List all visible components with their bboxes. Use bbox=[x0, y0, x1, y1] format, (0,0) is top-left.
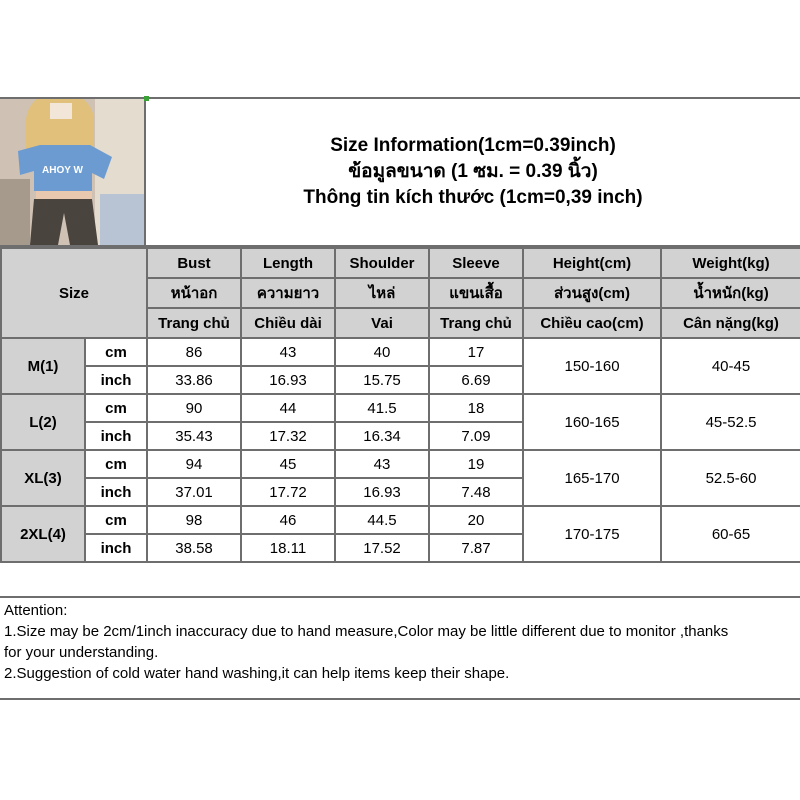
shoulder-inch: 17.52 bbox=[335, 534, 429, 562]
header-block bbox=[0, 97, 800, 247]
bust-cm: 94 bbox=[147, 450, 241, 478]
size-label: L(2) bbox=[1, 394, 85, 450]
col-weight-en: Weight(kg) bbox=[661, 248, 800, 278]
bust-inch: 38.58 bbox=[147, 534, 241, 562]
notes-line-1: 1.Size may be 2cm/1inch inaccuracy due to hand measure,Color may be little different due to monitor ,thanks bbox=[4, 623, 729, 640]
weight-range: 45-52.5 bbox=[661, 394, 800, 450]
sleeve-cm: 18 bbox=[429, 394, 523, 422]
sleeve-inch: 7.48 bbox=[429, 478, 523, 506]
shoulder-inch: 16.93 bbox=[335, 478, 429, 506]
col-bust-en: Bust bbox=[147, 248, 241, 278]
model-photo-illustration bbox=[0, 99, 146, 245]
col-bust-th: หน้าอก bbox=[147, 278, 241, 308]
size-header-cell: Size bbox=[1, 248, 147, 338]
length-inch: 17.32 bbox=[241, 422, 335, 450]
sleeve-inch: 7.09 bbox=[429, 422, 523, 450]
height-range: 160-165 bbox=[523, 394, 661, 450]
height-range: 165-170 bbox=[523, 450, 661, 506]
shirt-print-text: AHOY W bbox=[42, 165, 83, 176]
col-shoulder-vi: Vai bbox=[335, 308, 429, 338]
weight-range: 52.5-60 bbox=[661, 450, 800, 506]
col-height-en: Height(cm) bbox=[523, 248, 661, 278]
col-weight-th: น้ำหนัก(kg) bbox=[661, 278, 800, 308]
unit-inch: inch bbox=[85, 478, 147, 506]
table-row bbox=[1, 394, 800, 422]
col-length-en: Length bbox=[241, 248, 335, 278]
col-shoulder-en: Shoulder bbox=[335, 248, 429, 278]
shoulder-cm: 40 bbox=[335, 338, 429, 366]
unit-cm: cm bbox=[85, 450, 147, 478]
title-english: Size Information(1cm=0.39inch) bbox=[330, 135, 616, 156]
unit-cm: cm bbox=[85, 506, 147, 534]
bust-cm: 90 bbox=[147, 394, 241, 422]
notes-line-1-continued: for your understanding. bbox=[4, 644, 159, 661]
unit-inch: inch bbox=[85, 534, 147, 562]
shoulder-cm: 41.5 bbox=[335, 394, 429, 422]
product-photo bbox=[0, 99, 146, 245]
col-bust-vi: Trang chủ bbox=[147, 308, 241, 338]
unit-inch: inch bbox=[85, 366, 147, 394]
length-cm: 44 bbox=[241, 394, 335, 422]
header-row-english bbox=[1, 248, 800, 278]
title-vietnamese: Thông tin kích thước (1cm=0,39 inch) bbox=[303, 187, 643, 208]
length-cm: 43 bbox=[241, 338, 335, 366]
table-row bbox=[1, 506, 800, 534]
shoulder-inch: 16.34 bbox=[335, 422, 429, 450]
col-height-th: ส่วนสูง(cm) bbox=[523, 278, 661, 308]
weight-range: 40-45 bbox=[661, 338, 800, 394]
size-label: M(1) bbox=[1, 338, 85, 394]
title-area bbox=[146, 99, 800, 245]
bust-inch: 33.86 bbox=[147, 366, 241, 394]
unit-inch: inch bbox=[85, 422, 147, 450]
sleeve-cm: 19 bbox=[429, 450, 523, 478]
bust-inch: 35.43 bbox=[147, 422, 241, 450]
length-inch: 18.11 bbox=[241, 534, 335, 562]
corner-marker bbox=[144, 96, 149, 101]
attention-notes bbox=[0, 596, 800, 700]
weight-range: 60-65 bbox=[661, 506, 800, 562]
height-range: 150-160 bbox=[523, 338, 661, 394]
title-thai: ข้อมูลขนาด (1 ซม. = 0.39 นิ้ว) bbox=[348, 161, 598, 182]
table-row bbox=[1, 450, 800, 478]
unit-cm: cm bbox=[85, 394, 147, 422]
shoulder-inch: 15.75 bbox=[335, 366, 429, 394]
height-range: 170-175 bbox=[523, 506, 661, 562]
sleeve-cm: 20 bbox=[429, 506, 523, 534]
length-cm: 46 bbox=[241, 506, 335, 534]
sleeve-inch: 7.87 bbox=[429, 534, 523, 562]
notes-heading: Attention: bbox=[4, 602, 68, 619]
col-length-vi: Chiều dài bbox=[241, 308, 335, 338]
bust-inch: 37.01 bbox=[147, 478, 241, 506]
sleeve-cm: 17 bbox=[429, 338, 523, 366]
col-sleeve-th: แขนเสื้อ bbox=[429, 278, 523, 308]
unit-cm: cm bbox=[85, 338, 147, 366]
length-inch: 17.72 bbox=[241, 478, 335, 506]
notes-line-2: 2.Suggestion of cold water hand washing,it can help items keep their shape. bbox=[4, 665, 510, 682]
col-sleeve-en: Sleeve bbox=[429, 248, 523, 278]
bust-cm: 98 bbox=[147, 506, 241, 534]
size-chart-table bbox=[0, 247, 800, 563]
length-cm: 45 bbox=[241, 450, 335, 478]
col-weight-vi: Cân nặng(kg) bbox=[661, 308, 800, 338]
table-row bbox=[1, 338, 800, 366]
size-label: XL(3) bbox=[1, 450, 85, 506]
size-label: 2XL(4) bbox=[1, 506, 85, 562]
shoulder-cm: 43 bbox=[335, 450, 429, 478]
sleeve-inch: 6.69 bbox=[429, 366, 523, 394]
length-inch: 16.93 bbox=[241, 366, 335, 394]
shoulder-cm: 44.5 bbox=[335, 506, 429, 534]
col-sleeve-vi: Trang chủ bbox=[429, 308, 523, 338]
col-height-vi: Chiều cao(cm) bbox=[523, 308, 661, 338]
col-length-th: ความยาว bbox=[241, 278, 335, 308]
bust-cm: 86 bbox=[147, 338, 241, 366]
col-shoulder-th: ไหล่ bbox=[335, 278, 429, 308]
